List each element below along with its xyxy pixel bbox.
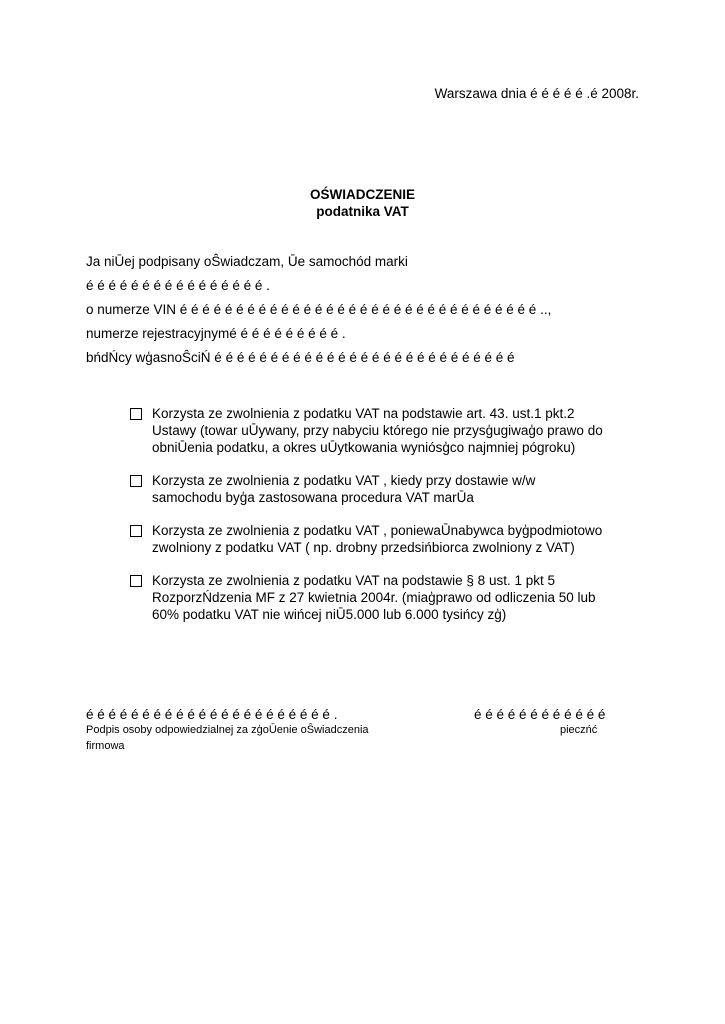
- option-1-text: [152, 405, 603, 456]
- checkbox-option-4[interactable]: [130, 575, 142, 587]
- checkbox-option-2[interactable]: [130, 475, 142, 487]
- signature-label: Podpis osoby odpowiedzialnej za zģoŪenie oŜwiadczenia: [86, 724, 369, 736]
- declaration-line-1: Ja niŪej podpisany oŜwiadczam, Ūe samochód marki: [86, 254, 408, 269]
- option-2-line-2: samochodu byģa zastosowana procedura VAT marŪa: [152, 490, 474, 505]
- option-4-text: [152, 572, 595, 623]
- signature-dots-left: é é é é é é é é é é é é é é é é é é é é é é .: [86, 707, 338, 722]
- option-1-line-1: Korzysta ze zwolnienia z podatku VAT na podstawie art. 43. ust.1 pkt.2: [152, 406, 575, 421]
- declaration-line-3: o numerze VIN é é é é é é é é é é é é é é é é é é é é é é é é é é é é é é é é ..,: [86, 302, 552, 317]
- title-main: OŚWIADCZENIE: [309, 187, 415, 202]
- option-1-line-2: Ustawy (towar uŪywany, przy nabyciu którego nie przysģugiwaģo prawo do: [152, 423, 603, 438]
- date-line: Warszawa dnia é é é é é .é 2008r.: [434, 86, 639, 101]
- document-title: [0, 186, 725, 220]
- option-1-line-3: obniŪenia podatku, a okres uŪytkowania wyniósģco najmniej pógroku): [152, 440, 576, 455]
- stamp-dots-right: é é é é é é é é é é é é: [474, 707, 606, 722]
- option-4-line-1: Korzysta ze zwolnienia z podatku VAT na podstawie § 8 ust. 1 pkt 5: [152, 573, 555, 588]
- option-2-line-1: Korzysta ze zwolnienia z podatku VAT , kiedy przy dostawie w/w: [152, 473, 536, 488]
- title-subtitle: podatnika VAT: [316, 204, 409, 219]
- option-4-line-2: RozporzŃdzenia MF z 27 kwietnia 2004r. (miaģprawo od odliczenia 50 lub: [152, 590, 596, 605]
- stamp-label-firm: firmowa: [86, 740, 125, 752]
- option-2-text: [152, 472, 535, 506]
- declaration-line-2: é é é é é é é é é é é é é é é é .: [86, 278, 270, 293]
- checkbox-option-1[interactable]: [130, 408, 142, 420]
- option-3-text: [152, 522, 602, 556]
- declaration-line-4: numerze rejestracyjnymé é é é é é é é é é .: [86, 326, 346, 341]
- option-4-line-3: 60% podatku VAT nie wińcej niŪ5.000 lub 6.000 tysińcy zģ): [152, 607, 507, 622]
- option-3-line-2: zwolniony z podatku VAT ( np. drobny przedsińbiorca zwolniony z VAT): [152, 540, 575, 555]
- stamp-label: pieczńć: [560, 724, 598, 736]
- checkbox-option-3[interactable]: [130, 525, 142, 537]
- option-3-line-1: Korzysta ze zwolnienia z podatku VAT , poniewaŪnabywca byģpodmiotowo: [152, 523, 603, 538]
- declaration-line-5: bńdŃcy wģasnoŜciŃ é é é é é é é é é é é é é é é é é é é é é é é é é é é: [86, 350, 515, 365]
